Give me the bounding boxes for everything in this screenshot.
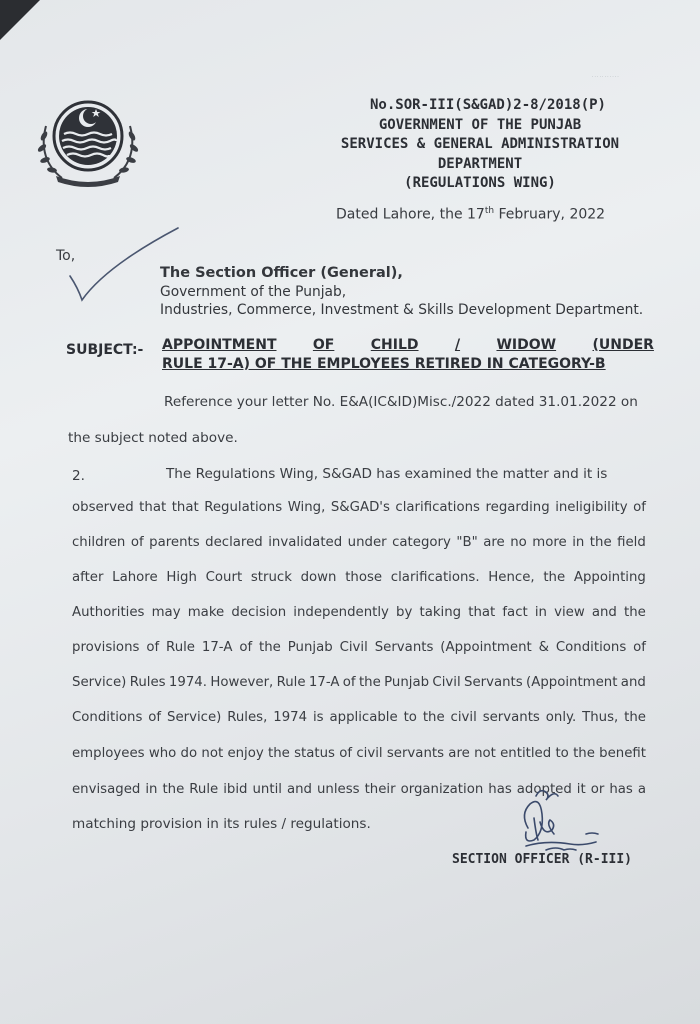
word: status xyxy=(294,746,335,761)
word: invalidated xyxy=(268,535,343,550)
word: taking xyxy=(419,605,462,620)
word: or xyxy=(590,782,605,797)
subject-word: / xyxy=(454,337,461,353)
word: enjoy xyxy=(227,746,264,761)
word: parents xyxy=(149,535,200,550)
paragraph-2-line xyxy=(72,570,646,585)
word: not xyxy=(474,746,496,761)
word: to xyxy=(403,710,417,725)
word: fact xyxy=(502,605,528,620)
addressee-title: The Section Officer (General), xyxy=(160,265,403,281)
paragraph-1-line-2: the subject noted above. xyxy=(68,430,238,446)
word: ibid xyxy=(223,782,248,797)
subject-text xyxy=(162,336,654,374)
word: Rules xyxy=(129,675,166,690)
word: adopted xyxy=(516,782,572,797)
paragraph-2-line xyxy=(72,675,646,690)
word: Conditions xyxy=(72,710,143,725)
to-label: To, xyxy=(56,248,76,264)
word: more xyxy=(532,535,567,550)
word: after xyxy=(72,570,104,585)
word: category xyxy=(392,535,451,550)
word: and xyxy=(286,782,312,797)
word: that xyxy=(171,500,199,515)
word: observed xyxy=(72,500,134,515)
date-prefix: Dated Lahore, the 17 xyxy=(336,206,485,223)
word: has xyxy=(609,782,633,797)
signatory-designation: SECTION OFFICER (R-III) xyxy=(452,852,633,867)
word: of xyxy=(633,640,646,655)
word: envisaged xyxy=(72,782,141,797)
word: Appointing xyxy=(573,570,646,585)
word: Hence, xyxy=(488,570,535,585)
word: Court xyxy=(205,570,243,585)
word: those xyxy=(345,570,383,585)
word: However, xyxy=(210,675,274,690)
word: do xyxy=(180,746,198,761)
word: Punjab xyxy=(384,675,430,690)
word: 1974. xyxy=(168,675,207,690)
word: a xyxy=(637,782,646,797)
word: to xyxy=(555,746,569,761)
word: no xyxy=(510,535,527,550)
word: 17-A xyxy=(201,640,233,655)
word: of xyxy=(239,640,253,655)
letterhead-department: SERVICES & GENERAL ADMINISTRATION xyxy=(340,136,620,152)
word: the xyxy=(358,675,381,690)
subject-word: WIDOW xyxy=(496,337,557,353)
paragraph-2-line xyxy=(72,710,646,725)
word: 1974 xyxy=(273,710,308,725)
word: in xyxy=(145,782,158,797)
addressee-block xyxy=(160,264,643,320)
word: Regulations xyxy=(204,500,283,515)
word: High xyxy=(166,570,197,585)
paragraph-1-line-1: Reference your letter No. E&A(IC&ID)Misc./2022 dated 31.01.2022 on xyxy=(164,394,638,410)
word: that xyxy=(139,500,167,515)
word: "B" xyxy=(456,535,478,550)
word: the xyxy=(573,746,595,761)
word: decision xyxy=(231,605,287,620)
word: has xyxy=(488,782,512,797)
word: benefit xyxy=(599,746,646,761)
word: Civil xyxy=(432,675,461,690)
word: make xyxy=(187,605,225,620)
word: who xyxy=(148,746,177,761)
word: only. xyxy=(545,710,577,725)
word: servants xyxy=(386,746,445,761)
background-corner xyxy=(0,0,40,40)
word: Wing, xyxy=(287,500,326,515)
word: field xyxy=(617,535,646,550)
word: & xyxy=(538,640,549,655)
word: Rule xyxy=(166,640,195,655)
word: by xyxy=(396,605,413,620)
date-rest: February, 2022 xyxy=(494,206,606,223)
punjab-emblem-icon xyxy=(32,96,144,188)
word: Service) xyxy=(167,710,222,725)
subject-line-1 xyxy=(162,336,654,355)
word: civil xyxy=(356,746,383,761)
addressee-department: Industries, Commerce, Investment & Skills Development Department. xyxy=(160,302,644,318)
word: in xyxy=(572,535,585,550)
paragraph-2-line xyxy=(72,640,646,655)
paragraph-2-line xyxy=(72,500,646,515)
word: children xyxy=(72,535,126,550)
word: S&GAD's xyxy=(330,500,390,515)
date-ordinal: th xyxy=(484,206,495,216)
word: until xyxy=(252,782,282,797)
word: clarifications. xyxy=(390,570,480,585)
word: Lahore xyxy=(112,570,158,585)
word: Conditions xyxy=(555,640,627,655)
word: under xyxy=(347,535,387,550)
word: clarifications xyxy=(395,500,480,515)
word: Servants xyxy=(464,675,523,690)
word: regarding xyxy=(485,500,550,515)
word: independently xyxy=(293,605,389,620)
letterhead-department-cont: DEPARTMENT xyxy=(437,155,523,172)
word: are xyxy=(483,535,505,550)
word: down xyxy=(300,570,337,585)
word: of xyxy=(342,675,356,690)
word: (Appointment xyxy=(440,640,532,655)
word: (Appointment xyxy=(526,675,618,690)
letterhead-wing: (REGULATIONS WING) xyxy=(404,175,556,191)
word: Servants xyxy=(374,640,434,655)
word: applicable xyxy=(329,710,398,725)
word: unless xyxy=(317,782,360,797)
word: the xyxy=(422,710,445,725)
word: and xyxy=(591,605,617,620)
word: of xyxy=(339,746,353,761)
word: servants xyxy=(482,710,540,725)
word: in xyxy=(534,605,547,620)
faint-stamp-mark: · · · · · · · · · · · xyxy=(592,74,619,79)
paragraph-2-line xyxy=(72,535,646,550)
word: civil xyxy=(450,710,477,725)
word: Punjab xyxy=(287,640,333,655)
word: Civil xyxy=(339,640,368,655)
word: employees xyxy=(72,746,145,761)
reference-number: No.SOR-III(S&GAD)2-8/2018(P) xyxy=(369,97,606,113)
word: are xyxy=(448,746,470,761)
paragraph-2-number: 2. xyxy=(72,468,85,484)
word: the xyxy=(268,746,290,761)
word: the xyxy=(589,535,612,550)
word: Authorities xyxy=(72,605,145,620)
word: that xyxy=(468,605,496,620)
word: not xyxy=(201,746,224,761)
word: view xyxy=(554,605,585,620)
subject-label: SUBJECT:- xyxy=(66,342,144,358)
paragraph-2-line xyxy=(72,605,646,620)
addressee-government: Government of the Punjab, xyxy=(160,283,347,300)
word: declared xyxy=(205,535,263,550)
word: may xyxy=(151,605,181,620)
word: of xyxy=(130,535,144,550)
word: provisions xyxy=(72,640,140,655)
letterhead-government: GOVERNMENT OF THE PUNJAB xyxy=(378,116,582,133)
word: Rule xyxy=(276,675,306,690)
word: organization xyxy=(400,782,484,797)
paragraph-2-last-line: matching provision in its rules / regulations. xyxy=(72,816,371,832)
word: it xyxy=(576,782,586,797)
word: the xyxy=(624,605,646,620)
word: Thus, xyxy=(582,710,619,725)
letter-date xyxy=(336,206,605,223)
word: the xyxy=(543,570,566,585)
paragraph-2-line xyxy=(72,746,646,761)
paragraph-2-line-1: The Regulations Wing, S&GAD has examined the matter and it is xyxy=(166,466,608,482)
word: Rule xyxy=(189,782,219,797)
word: of xyxy=(633,500,646,515)
word: entitled xyxy=(500,746,552,761)
subject-word: CHILD xyxy=(370,337,419,353)
subject-line-2: RULE 17-A) OF THE EMPLOYEES RETIRED IN CATEGORY-B xyxy=(162,356,606,372)
word: and xyxy=(620,675,646,690)
subject-word: APPOINTMENT xyxy=(162,337,277,353)
word: the xyxy=(162,782,185,797)
word: ineligibility xyxy=(555,500,628,515)
word: their xyxy=(364,782,396,797)
word: 17-A xyxy=(308,675,340,690)
word: Rules, xyxy=(227,710,268,725)
word: of xyxy=(148,710,162,725)
word: struck xyxy=(250,570,292,585)
word: the xyxy=(259,640,281,655)
word: is xyxy=(312,710,324,725)
word: Service) xyxy=(72,675,127,690)
subject-word: OF xyxy=(312,337,335,353)
word: the xyxy=(624,710,646,725)
word: of xyxy=(146,640,160,655)
letterhead xyxy=(280,96,680,194)
subject-word: (UNDER xyxy=(592,337,654,353)
signature-icon xyxy=(506,784,616,860)
